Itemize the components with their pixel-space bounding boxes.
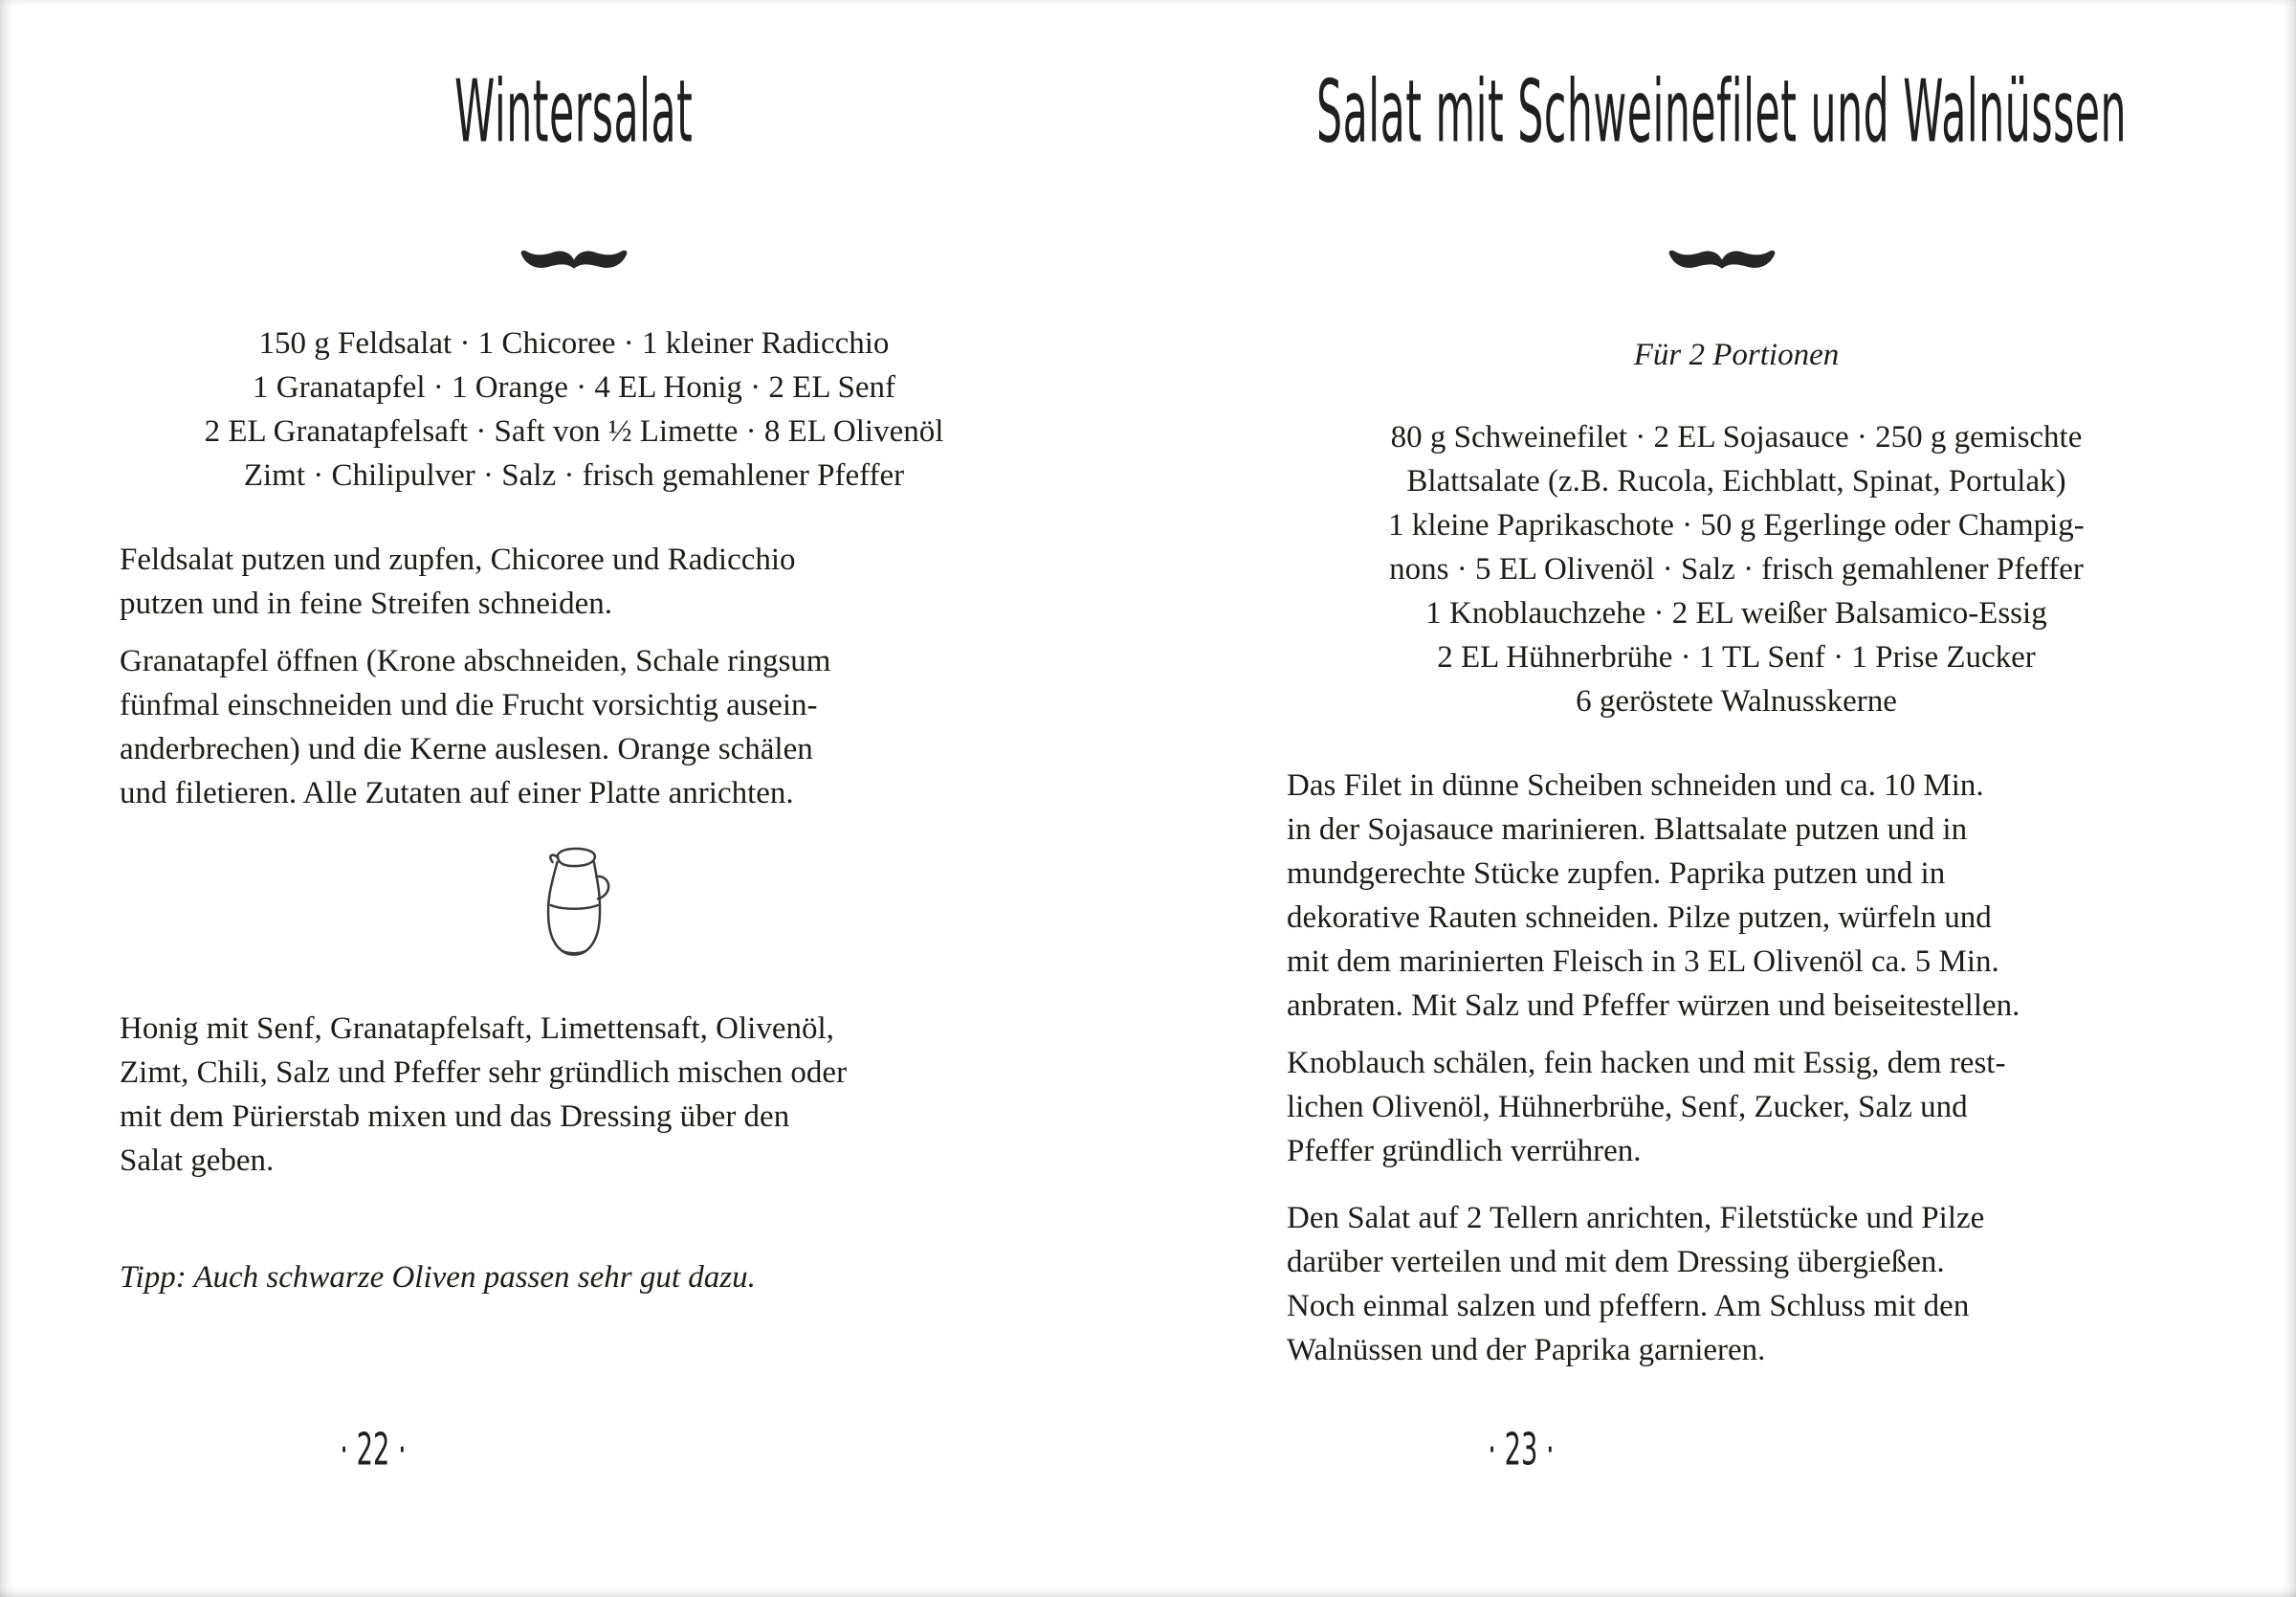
paragraph-line: mit dem marinierten Fleisch in 3 EL Olivenöl ca. 5 Min. — [1287, 944, 1999, 979]
paragraph-line: lichen Olivenöl, Hühnerbrühe, Senf, Zucker, Salz und — [1287, 1090, 1968, 1124]
page-number: · 23 · — [1488, 1424, 1555, 1476]
recipe-step-paragraph — [1287, 1196, 2186, 1372]
ingredients-line: 1 Knoblauchzehe · 2 EL weißer Balsamico-Essig — [1425, 596, 2047, 631]
paragraph-line: Pfeffer gründlich verrühren. — [1287, 1134, 1642, 1168]
paragraph-line: darüber verteilen und mit dem Dressing übergießen. — [1287, 1245, 1945, 1279]
page-number-row — [120, 1424, 627, 1476]
page-title-row — [1205, 62, 2239, 163]
ingredients-line: nons · 5 EL Olivenöl · Salz · frisch gemahlener Pfeffer — [1389, 552, 2084, 587]
paragraph-line: anbraten. Mit Salz und Pfeffer würzen und beiseitestellen. — [1287, 988, 2020, 1023]
servings-note: Für 2 Portionen — [1633, 338, 1840, 372]
page-number-row — [1268, 1424, 1775, 1476]
ingredients-line: 1 kleine Paprikaschote · 50 g Egerlinge oder Champig- — [1388, 508, 2085, 543]
paragraph-line: mundgerechte Stücke zupfen. Paprika putzen und in — [1287, 856, 1946, 891]
ornament-row — [57, 247, 1091, 277]
illustration-row — [57, 825, 1091, 986]
ornament-row — [1205, 247, 2239, 277]
ingredients-line: 2 EL Granatapfelsaft · Saft von ½ Limette · 8 EL Olivenöl — [204, 414, 944, 449]
paragraph-line: in der Sojasauce marinieren. Blattsalate putzen und in — [1287, 812, 1968, 847]
recipe-step-paragraph — [1287, 764, 2186, 1028]
paragraph-line: Salat geben. — [120, 1143, 275, 1178]
jug-icon — [526, 825, 622, 986]
paragraph-line: Feldsalat putzen und zupfen, Chicoree und Radicchio — [120, 543, 796, 577]
paragraph-line: Walnüssen und der Paprika garnieren. — [1287, 1333, 1766, 1367]
paragraph-line: putzen und in feine Streifen schneiden. — [120, 587, 612, 621]
paragraph-line: Den Salat auf 2 Tellern anrichten, Filetstücke und Pilze — [1287, 1201, 1985, 1235]
mustache-icon — [516, 247, 632, 277]
ingredients-line: Blattsalate (z.B. Rucola, Eichblatt, Spinat, Portulak) — [1406, 464, 2066, 499]
paragraph-line: Honig mit Senf, Granatapfelsaft, Limettensaft, Olivenöl, — [120, 1011, 834, 1046]
recipe-step-paragraph — [120, 639, 1028, 815]
right-page — [1148, 0, 2296, 1597]
tip-text: Tipp: Auch schwarze Oliven passen sehr gut dazu. — [120, 1260, 756, 1295]
ingredients-line: 150 g Feldsalat · 1 Chicoree · 1 kleiner Radicchio — [258, 326, 890, 361]
paragraph-line: fünfmal einschneiden und die Frucht vorsichtig ausein- — [120, 688, 818, 722]
page-title: Salat mit Schweinefilet und Walnüssen — [1316, 62, 2128, 163]
paragraph-line: mit dem Pürierstab mixen und das Dressing über den — [120, 1099, 790, 1134]
paragraph-line: Granatapfel öffnen (Krone abschneiden, Schale ringsum — [120, 644, 831, 678]
page-title: Wintersalat — [454, 62, 694, 163]
page-number: · 22 · — [340, 1424, 407, 1476]
ingredients-line: 80 g Schweinefilet · 2 EL Sojasauce · 250 g gemischte — [1390, 420, 2083, 455]
recipe-step-paragraph — [1287, 1041, 2186, 1173]
ingredients-line: 2 EL Hühnerbrühe · 1 TL Senf · 1 Prise Zucker — [1437, 640, 2036, 675]
recipe-step-paragraph — [120, 1007, 1028, 1183]
ingredients-line: 6 geröstete Walnusskerne — [1576, 684, 1897, 719]
paragraph-line: und filetieren. Alle Zutaten auf einer Platte anrichten. — [120, 776, 794, 810]
paragraph-line: Noch einmal salzen und pfeffern. Am Schluss mit den — [1287, 1289, 1970, 1323]
ingredients-list — [1287, 415, 2186, 723]
ingredients-list — [120, 322, 1028, 498]
mustache-icon — [1664, 247, 1780, 277]
paragraph-line: Das Filet in dünne Scheiben schneiden und ca. 10 Min. — [1287, 768, 1984, 803]
page-title-row — [57, 62, 1091, 163]
paragraph-line: dekorative Rauten schneiden. Pilze putzen, würfeln und — [1287, 900, 1992, 935]
recipe-step-paragraph — [120, 538, 1028, 626]
paragraph-line: Zimt, Chili, Salz und Pfeffer sehr gründlich mischen oder — [120, 1055, 848, 1090]
paragraph-line: Knoblauch schälen, fein hacken und mit Essig, dem rest- — [1287, 1046, 2006, 1080]
ingredients-line: Zimt · Chilipulver · Salz · frisch gemahlener Pfeffer — [243, 458, 905, 493]
ingredients-line: 1 Granatapfel · 1 Orange · 4 EL Honig · 2 EL Senf — [253, 370, 895, 405]
paragraph-line: anderbrechen) und die Kerne auslesen. Orange schälen — [120, 732, 813, 766]
